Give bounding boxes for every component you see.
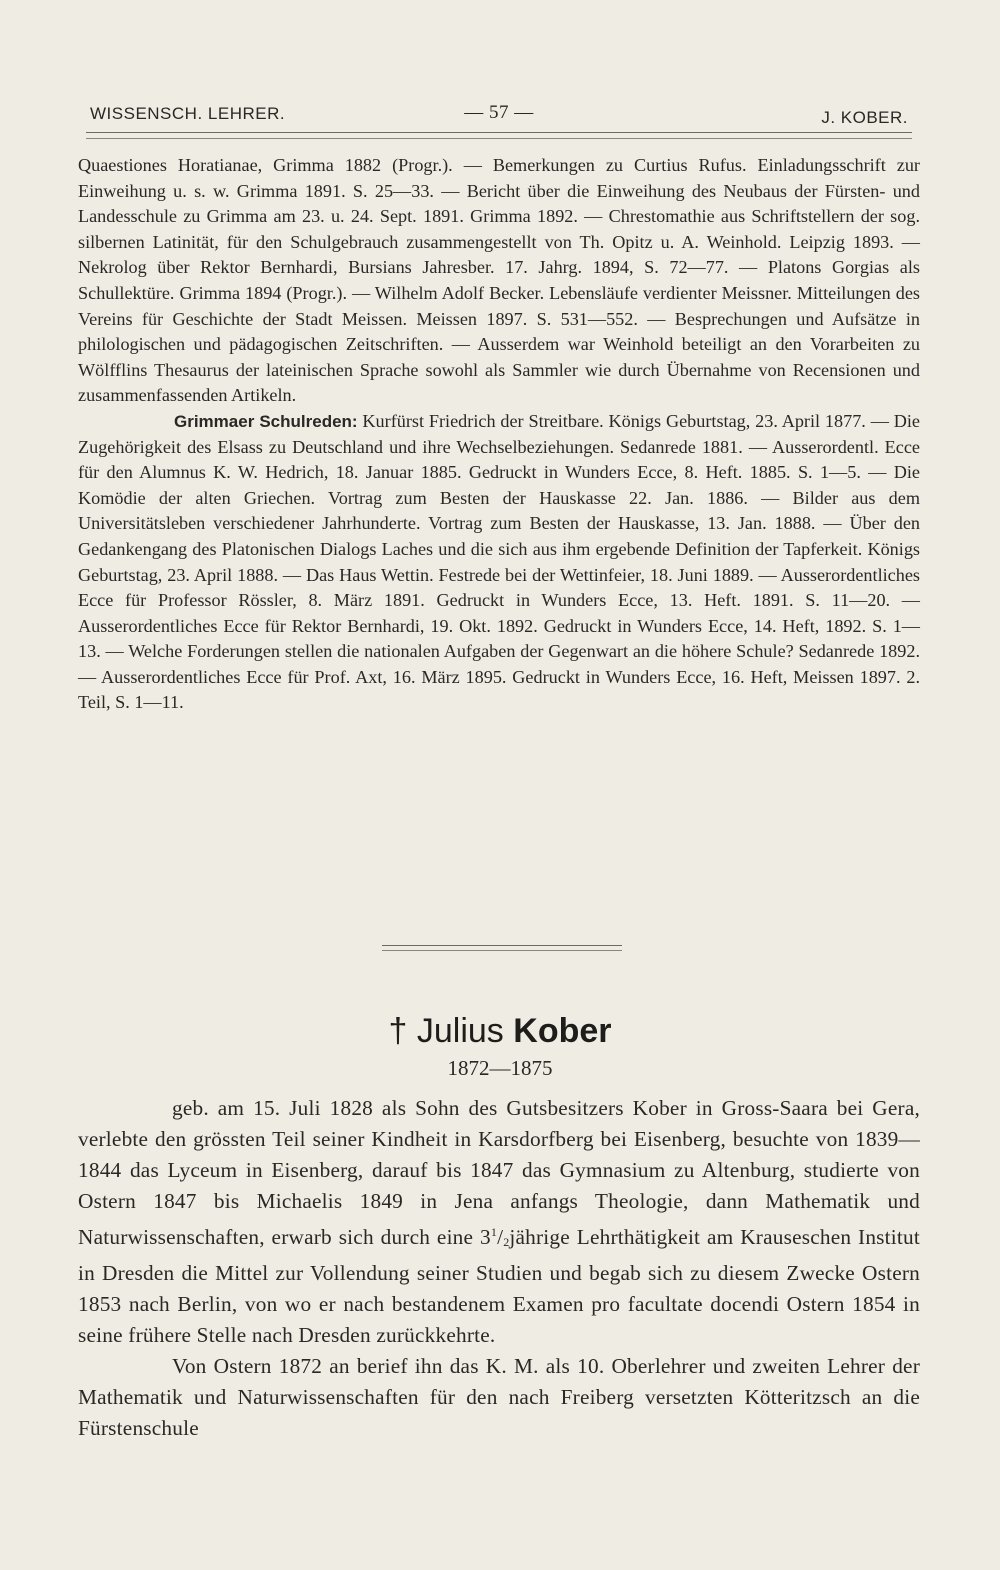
header-author-name: J. KOBER.: [821, 108, 908, 127]
page-number: — 57 —: [464, 102, 534, 123]
surname: Kober: [513, 1012, 612, 1050]
bio-text-part1: geb. am 15. Juli 1828 als Sohn des Gutsbesitzers Kober in Gross-Saara bei Gera, verlebte den grössten Teil seiner Kindheit in Karsdorfberg bei Eisenberg, besuchte von 1839—1844 das Lyceum in Eisenberg, darauf bis 1847 das Gymnasium zu Altenburg, studierte von Ostern 1847 bis Michaelis 1849 in Jena anfangs Theologie, dann Mathematik und Naturwissenschaften, erwarb sich durch eine 3: [78, 1096, 920, 1249]
school-speeches-heading: Grimmaer Schulreden:: [174, 411, 358, 431]
bio-text-part2: jährige Lehrthätigkeit am Krauseschen Institut in Dresden die Mittel zur Vollendung seiner Studien und begab sich zu diesem Zwecke Ostern 1853 nach Berlin, von wo er nach bestandenem Examen pro facultate docendi Ostern 1854 in seine frühere Stelle nach Dresden zurückkehrte.: [78, 1225, 920, 1347]
running-header: [90, 100, 908, 130]
entry-title: [0, 1012, 1000, 1051]
tenure-years: 1872—1875: [447, 1056, 553, 1080]
biography-section: [78, 1093, 920, 1444]
header-section-title: WISSENSCH. LEHRER.: [90, 104, 286, 123]
school-speeches-text: Kurfürst Friedrich der Streitbare. Königs Geburtstag, 23. April 1877. — Die Zugehörigkeit des Elsass zu Deutschland und ihre Wechselbeziehungen. Sedanrede 1881. — Ausserordentl. Ecce für den Alumnus K. W. Hedrich, 18. Januar 1885. Gedruckt in Wunders Ecce, 8. Heft. 1885. S. 1—5. — Die Komödie der alten Griechen. Vortrag zum Besten der Hauskasse 22. Jan. 1886. — Bilder aus dem Universitätsleben verschiedener Jahrhunderte. Vortrag zum Besten der Hauskasse, 13. Jan. 1888. — Über den Gedankengang des Platonischen Dialogs Laches und die sich aus ihm ergebende Definition der Tapferkeit. Königs Geburtstag, 23. April 1888. — Das Haus Wettin. Festrede bei der Wettinfeier, 18. Juni 1889. — Ausserordentliches Ecce für Professor Rössler, 8. März 1891. Gedruckt in Wunders Ecce, 13. Heft. 1891. S. 11—20. — Ausserordentliches Ecce für Rektor Bernhardi, 19. Okt. 1892. Gedruckt in Wunders Ecce, 14. Heft, 1892. S. 1—13. — Welche Forderungen stellen die nationalen Aufgaben der Gegenwart an die höhere Schule? Sedanrede 1892. — Ausserordentliches Ecce für Prof. Axt, 16. März 1895. Gedruckt in Wunders Ecce, 16. Heft, Meissen 1897. 2. Teil, S. 1—11.: [78, 410, 920, 713]
dagger-symbol: †: [388, 1012, 408, 1050]
biography-paragraph: geb. am 15. Juli 1828 als Sohn des Gutsbesitzers Kober in Gross-Saara bei Gera, verlebte den grössten Teil seiner Kindheit in Karsdorfberg bei Eisenberg, besuchte von 1839—1844 das Lyceum in Eisenberg, darauf bis 1847 das Gymnasium zu Altenburg, studierte von Ostern 1847 bis Michaelis 1849 in Jena anfangs Theologie, dann Mathematik und Naturwissenschaften, erwarb sich durch eine $3^1/_2jährige$ Lehrthätigkeit am Krauseschen Institut in Dresden die Mittel zur Vollendung seiner Studien und begab sich zu diesem Zwecke Ostern 1853 nach Berlin, von wo er nach bestandenem Examen pro facultate docendi Ostern 1854 in seine frühere Stelle nach Dresden zurückkehrte.: [78, 1096, 920, 1347]
given-name: Julius: [416, 1012, 504, 1050]
bibliography-section: [78, 153, 920, 716]
header-rule: [86, 132, 912, 139]
biography-paragraph-2: Von Ostern 1872 an berief ihn das K. M. als 10. Oberlehrer und zweiten Lehrer der Mathematik und Naturwissenschaften für den nach Freiberg versetzten Kötteritzsch an die Fürstenschule: [78, 1354, 920, 1440]
fraction-numerator: 1: [490, 1225, 498, 1239]
bibliography-paragraph: Quaestiones Horatianae, Grimma 1882 (Progr.). — Bemerkungen zu Curtius Rufus. Einladungsschrift zur Einweihung u. s. w. Grimma 1891. S. 25—33. — Bericht über die Einweihung des Neubaus der Fürsten- und Landesschule zu Grimma am 23. u. 24. Sept. 1891. Grimma 1892. — Chrestomathie aus Schriftstellern der sog. silbernen Latinität, für den Schulgebrauch zusammengestellt von Th. Opitz u. A. Weinhold. Leipzig 1893. — Nekrolog über Rektor Bernhardi, Bursians Jahresber. 17. Jahrg. 1894, S. 72—77. — Platons Gorgias als Schullektüre. Grimma 1894 (Progr.). — Wilhelm Adolf Becker. Lebensläufe verdienter Meissner. Mitteilungen des Vereins für Geschichte der Stadt Meissen. Meissen 1897. S. 531—552. — Besprechungen und Aufsätze in philologischen und pädagogischen Zeitschriften. — Ausserdem war Weinhold beteiligt an den Vorarbeiten zu Wölfflins Thesaurus der lateinischen Sprache sowohl als Sammler wie durch Übernahme von Recensionen und zusammenfassenden Artikeln.: [78, 155, 920, 406]
fraction-denominator: 2: [503, 1235, 510, 1249]
section-separator: [382, 945, 622, 951]
school-speeches-paragraph: [78, 409, 920, 716]
